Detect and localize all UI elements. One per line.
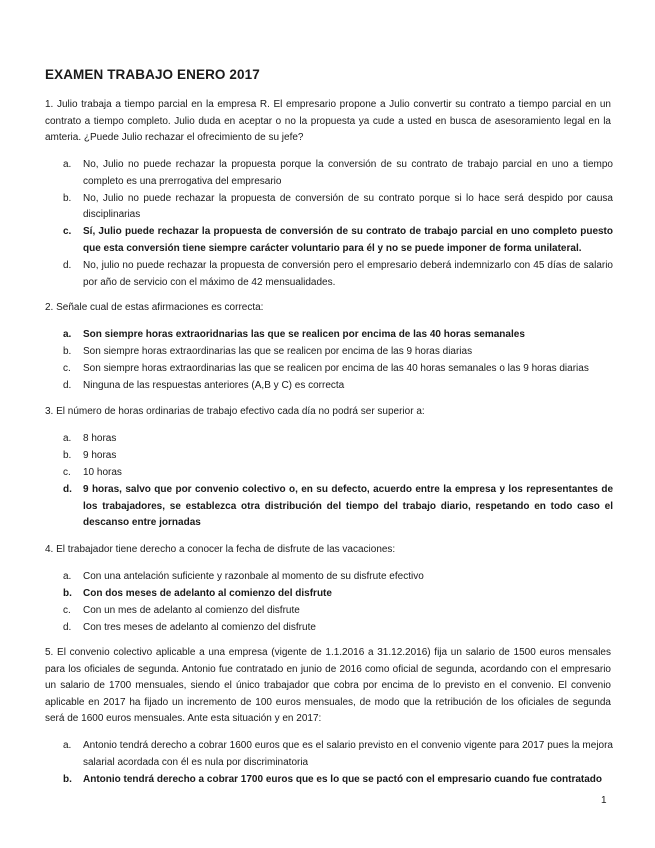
question-4-option-c: c. Con un mes de adelanto al comienzo del disfrute [63,605,300,617]
question-1-option-d: d. No, julio no puede rechazar la propuesta de conversión pero el empresario deberá indemnizarlo con 45 días de salario por año de servicio con el máximo de 42 mensualidades. [63,260,613,288]
question-2-options [45,327,613,395]
question-1-option-c: c. Sí, Julio puede rechazar la propuesta de conversión de su contrato de trabajo parcial en uno completo puesto que esta conversión tiene siempre carácter voluntario para él y no se puede imponer de forma unilateral. [63,226,613,254]
question-4-option-b: b. Con dos meses de adelanto al comienzo del disfrute [63,588,332,600]
question-2-option-b: b. Son siempre horas extraordinarias las que se realicen por encima de las 9 horas diarias [63,346,473,358]
question-4-option-a: a. Con una antelación suficiente y razonbale al momento de su disfrute efectivo [63,571,424,582]
question-3-text: 3. El número de horas ordinarias de trabajo efectivo cada día no podrá ser superior a: [45,406,425,417]
question-3-option-d: d. 9 horas, salvo que por convenio colectivo o, en su defecto, acuerdo entre la empresa y los representantes de los trabajadores, se establezca otra distribución del tiempo del trabajo diario, respetando en todo caso el descanso entre jornadas [63,484,613,529]
question-3-option-b: b. 9 horas [63,450,117,462]
question-3-option-c: c. 10 horas [63,467,122,479]
exam-title: EXAMEN TRABAJO ENERO 2017 [45,67,260,82]
question-4-text: 4. El trabajador tiene derecho a conocer la fecha de disfrute de las vacaciones: [45,544,396,555]
question-5-option-b: b. Antonio tendrá derecho a cobrar 1700 euros que es lo que se pactó con el empresario cuando fue contratado [63,773,603,785]
question-1-options [45,157,613,292]
question-4-option-d: d. Con tres meses de adelanto al comienzo del disfrute [63,622,316,634]
question-4-options [45,569,613,637]
question-2-option-c: c. Son siempre horas extraordinarias las que se realicen por encima de las 40 horas semanales o las 9 horas diarias [63,363,589,375]
question-5-option-a: a. Antonio tendrá derecho a cobrar 1600 euros que es el salario previsto en el convenio vigente para 2017 pues la mejora salarial acordada con él es nula por discriminatoria [63,740,613,768]
question-1-option-a: a. No, Julio no puede rechazar la propuesta porque la conversión de su contrato de trabajo parcial en uno a tiempo completo es una prerrogativa del empresario [63,159,613,187]
question-1-text: 1. Julio trabaja a tiempo parcial en la empresa R. El empresario propone a Julio convertir su contrato a tiempo parcial en un contrato a tiempo completo. Julio duda en aceptar o no la propuesta ya cude a usted en busca de asesoramiento legal en la amteria. ¿Puede Julio rechazar el ofrecimiento de su jefe? [45,99,611,144]
question-2-option-a: a. Son siempre horas extraoridnarias las que se realicen por encima de las 40 horas semanales [63,329,525,340]
question-5-options [45,738,613,789]
question-2-text: 2. Señale cual de estas afirmaciones es correcta: [45,302,264,313]
question-2-option-d: d. Ninguna de las respuestas anteriores (A,B y C) es correcta [63,380,345,392]
question-5-text: 5. El convenio colectivo aplicable a una empresa (vigente de 1.1.2016 a 31.12.2016) fija un salario de 1500 euros mensales para los oficiales de segunda. Antonio fue contratado en junio de 2016 como oficial de segunda, acordando con el empresario un salario de 1700 mensuales, siendo el único trabajador que cobra por encima de lo previsto en el convenio. El convenio aplicable en 2017 ha fijado un incremento de 100 euros mensuales, de modo que la retribución de los oficiales de segunda será de 1600 euros mensuales. Ante esta situación y en 2017: [45,647,611,725]
question-3-options [45,431,613,533]
question-3-option-a: a. 8 horas [63,433,117,444]
question-1-option-b: b. No, Julio no puede rechazar la propuesta de conversión de su contrato porque si lo hace será despido por causa disciplinarias [63,192,613,221]
page-number: 1 [601,795,607,806]
